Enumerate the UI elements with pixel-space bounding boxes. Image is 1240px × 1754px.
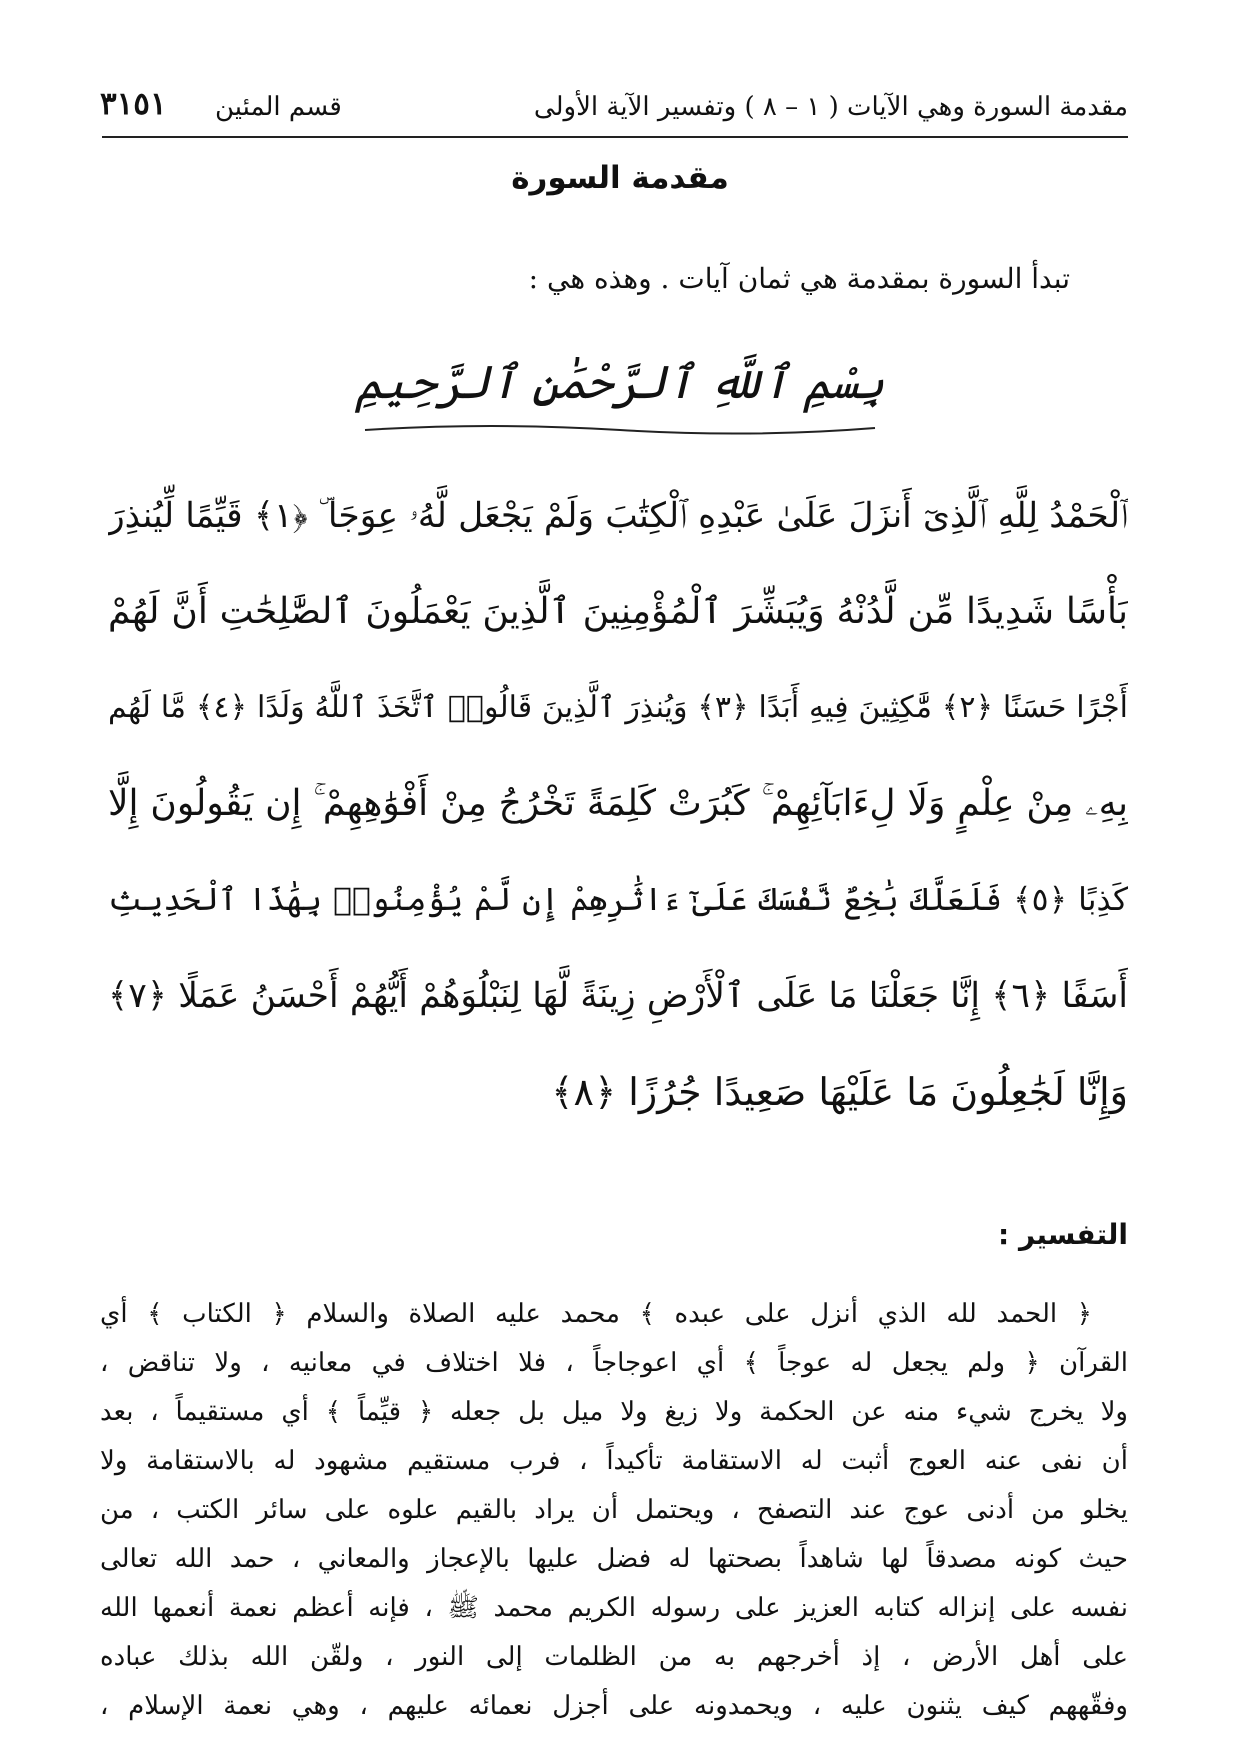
page-header [100,86,1128,132]
surah-title: مقدمة السورة [511,160,729,196]
verse-line: ٱلْحَمْدُ لِلَّهِ ٱلَّذِىٓ أَنزَلَ عَلَىٰ عَبْدِهِ ٱلْكِتَٰبَ وَلَمْ يَجْعَل لَّهُۥ عِوَجَا ۜ ﴿١﴾ قَيِّمًا لِّيُنذِرَ [108,496,1128,536]
basmala-flourish [360,418,880,438]
verse-line: وَإِنَّا لَجَٰعِلُونَ مَا عَلَيْهَا صَعِيدًا جُرُزًا ﴿٨﴾ [551,1070,1128,1114]
tafsir-line: يخلو من أدنى عوج عند التصفح ، ويحتمل أن يراد بالقيم علوه على سائر الكتب ، من [100,1495,1128,1525]
page-number: ٣١٥١ [100,86,167,122]
verse-line: أَسَفًا ﴿٦﴾ إِنَّا جَعَلْنَا مَا عَلَى ٱلْأَرْضِ زِينَةً لَّهَا لِنَبْلُوَهُمْ أَيُّهُمْ أَحْسَنُ عَمَلًا ﴿٧﴾ [108,976,1128,1016]
section-name: قسم المئين [215,92,342,122]
quran-verses [108,468,1128,1140]
tafsir-line: أن نفى عنه العوج أثبت له الاستقامة تأكيداً ، فرب مستقيم مشهود له بالاستقامة ولا [100,1446,1128,1476]
tafsir-body [100,1290,1128,1731]
tafsir-line: حيث كونه مصدقاً لها شاهداً بصحتها له فضل عليها بالإعجاز والمعاني ، حمد الله تعالى [100,1544,1128,1574]
verse-line: بِهِۦ مِنْ عِلْمٍ وَلَا لِءَابَآئِهِمْ ۚ كَبُرَتْ كَلِمَةً تَخْرُجُ مِنْ أَفْوَٰهِهِمْ ۚ إِن يَقُولُونَ إِلَّا [108,783,1128,824]
tafsir-line: ﴿ الحمد لله الذي أنزل على عبده ﴾ محمد عليه الصلاة والسلام ﴿ الكتاب ﴾ أي [100,1299,1092,1329]
verse-line: كَذِبًا ﴿٥﴾ فَلَعَلَّكَ بَٰخِعٌ نَّفْسَكَ عَلَىٰٓ ءَاثَٰرِهِمْ إِن لَّمْ يُؤْمِنُوا۟ بِهَٰذَا ٱلْحَدِيثِ [108,882,1128,918]
verse-line: أَجْرًا حَسَنًا ﴿٢﴾ مَّٰكِثِينَ فِيهِ أَبَدًا ﴿٣﴾ وَيُنذِرَ ٱلَّذِينَ قَالُوا۟ ٱتَّخَذَ ٱللَّهُ وَلَدًا ﴿٤﴾ مَّا لَهُم [108,690,1128,725]
verse-line: بَأْسًا شَدِيدًا مِّن لَّدُنْهُ وَيُبَشِّرَ ٱلْمُؤْمِنِينَ ٱلَّذِينَ يَعْمَلُونَ ٱلصَّٰلِحَٰتِ أَنَّ لَهُمْ [108,591,1128,632]
header-rule [102,136,1128,138]
basmala: بِسْمِ ٱللَّهِ ٱلرَّحْمَٰنِ ٱلرَّحِيمِ [355,355,885,409]
tafsir-line: ولا يخرج شيء منه عن الحكمة ولا زيغ ولا ميل بل جعله ﴿ قيِّماً ﴾ أي مستقيماً ، بعد [100,1397,1128,1427]
running-title: مقدمة السورة وهي الآيات ( ١ – ٨ ) وتفسير الآية الأولى [533,92,1128,122]
intro-text: تبدأ السورة بمقدمة هي ثمان آيات . وهذه هي : [528,262,1070,295]
tafsir-heading: التفسير : [998,1218,1128,1251]
tafsir-line: على أهل الأرض ، إذ أخرجهم به من الظلمات إلى النور ، ولقّن الله بذلك عباده [100,1642,1128,1672]
tafsir-line: نفسه على إنزاله كتابه العزيز على رسوله الكريم محمد ﷺ ، فإنه أعظم نعمة أنعمها الله [100,1593,1128,1623]
tafsir-line: القرآن ﴿ ولم يجعل له عوجاً ﴾ أي اعوجاجاً ، فلا اختلاف في معانيه ، ولا تناقض ، [100,1348,1128,1378]
tafsir-line: وفقّههم كيف يثنون عليه ، ويحمدونه على أجزل نعمائه عليهم ، وهي نعمة الإسلام ، [100,1691,1128,1721]
